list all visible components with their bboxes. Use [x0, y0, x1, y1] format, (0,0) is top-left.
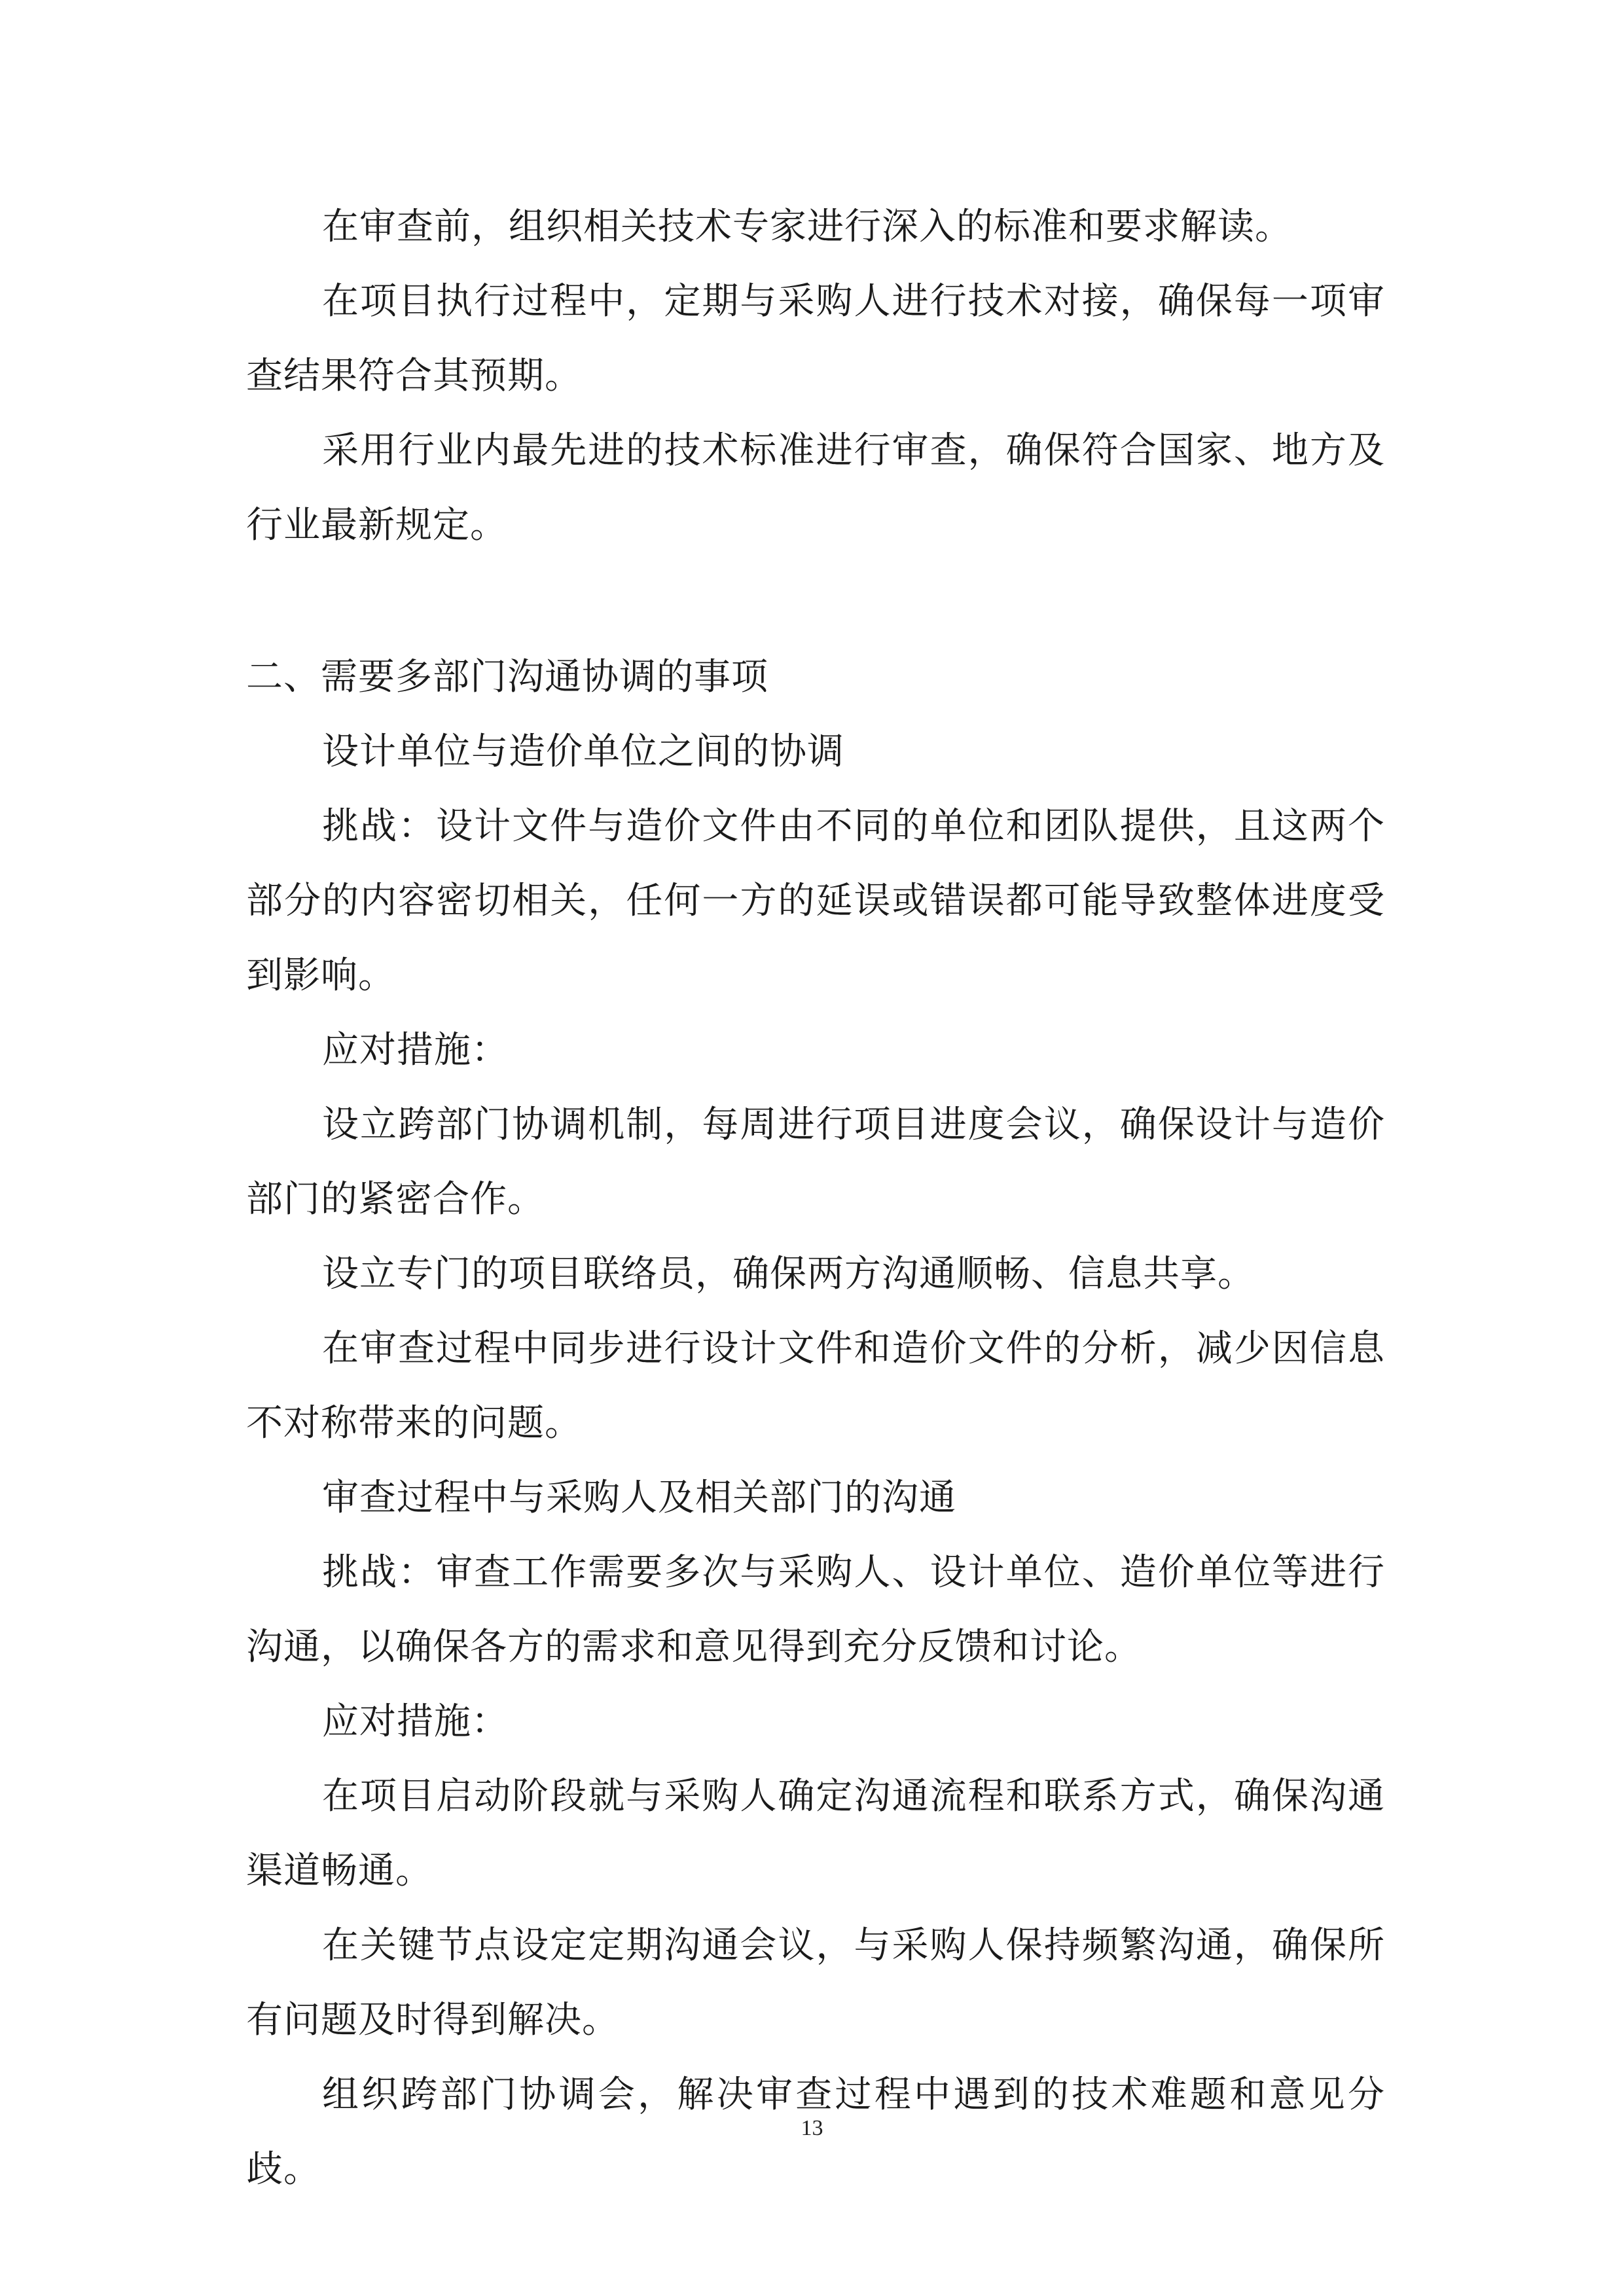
paragraph-challenge-2: 挑战：审查工作需要多次与采购人、设计单位、造价单位等进行沟通，以确保各方的需求和意见得到充分反馈和讨论。	[246, 1551, 1385, 1668]
paragraph-measures-label-1: 应对措施：	[322, 1029, 509, 1071]
paragraph-measure-2b: 在关键节点设定定期沟通会议，与采购人保持频繁沟通，确保所有问题及时得到解决。	[246, 1924, 1385, 2041]
paragraph-measure-1b: 设立专门的项目联络员，确保两方沟通顺畅、信息共享。	[322, 1253, 1255, 1295]
page-body	[246, 190, 1385, 2207]
page-number: 13	[801, 2116, 823, 2140]
paragraph-technical-liaison: 在项目执行过程中，定期与采购人进行技术对接，确保每一项审查结果符合其预期。	[246, 280, 1385, 397]
paragraph-measure-2c: 组织跨部门协调会，解决审查过程中遇到的技术难题和意见分歧。	[246, 2073, 1385, 2191]
paragraph-measure-2a: 在项目启动阶段就与采购人确定沟通流程和联系方式，确保沟通渠道畅通。	[246, 1775, 1385, 1892]
section-spacer	[246, 563, 1385, 640]
paragraph-measures-label-2: 应对措施：	[322, 1700, 509, 1743]
paragraph-measure-1c: 在审查过程中同步进行设计文件和造价文件的分析，减少因信息不对称带来的问题。	[246, 1327, 1385, 1444]
paragraph-measure-1a: 设立跨部门协调机制，每周进行项目进度会议，确保设计与造价部门的紧密合作。	[246, 1103, 1385, 1221]
subheading-purchaser-communication: 审查过程中与采购人及相关部门的沟通	[322, 1477, 956, 1519]
paragraph-advanced-standards: 采用行业内最先进的技术标准进行审查，确保符合国家、地方及行业最新规定。	[246, 429, 1385, 547]
subheading-design-cost-coordination: 设计单位与造价单位之间的协调	[322, 730, 844, 773]
paragraph-expert-interpretation: 在审查前，组织相关技术专家进行深入的标准和要求解读。	[322, 206, 1292, 248]
section-heading: 二、需要多部门沟通协调的事项	[246, 656, 768, 698]
paragraph-challenge-1: 挑战：设计文件与造价文件由不同的单位和团队提供，且这两个部分的内容密切相关，任何一方的延误或错误都可能导致整体进度受到影响。	[246, 805, 1385, 997]
